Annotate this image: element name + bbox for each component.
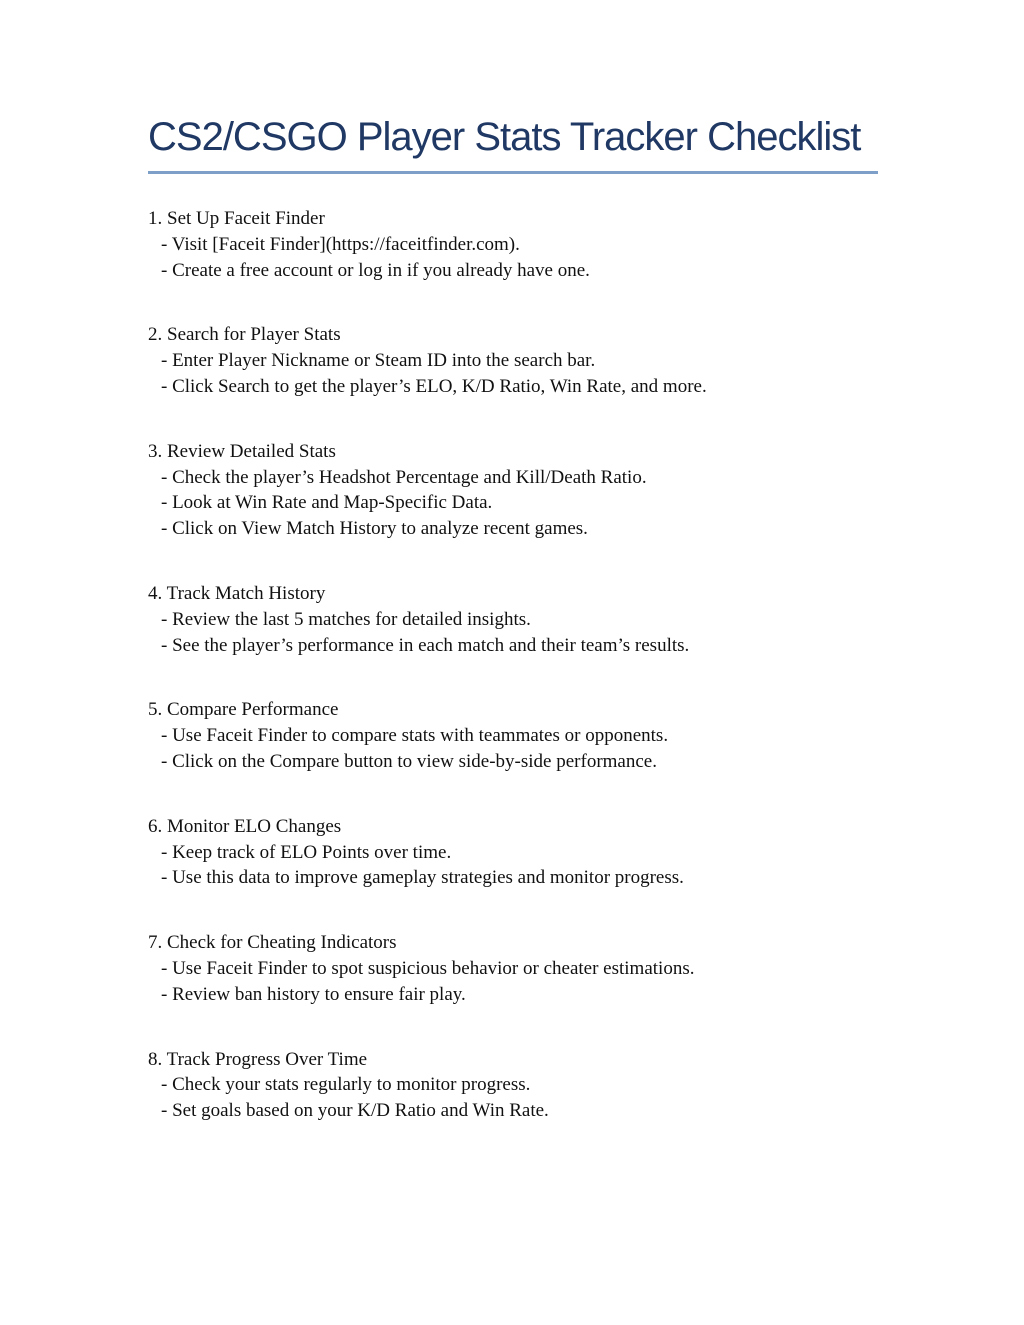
checklist-item: - Look at Win Rate and Map-Specific Data.	[161, 492, 493, 514]
checklist-item: - Click on View Match History to analyze recent games.	[161, 518, 588, 540]
section-heading: 3. Review Detailed Stats	[148, 440, 336, 462]
checklist-item: - Visit [Faceit Finder](https://faceitfinder.com).	[161, 233, 520, 255]
document-title: CS2/CSGO Player Stats Tracker Checklist	[148, 112, 878, 174]
checklist-item: - Click Search to get the player’s ELO, K/D Ratio, Win Rate, and more.	[161, 375, 707, 397]
checklist-item: - Enter Player Nickname or Steam ID into the search bar.	[161, 350, 596, 372]
section-heading: 1. Set Up Faceit Finder	[148, 208, 325, 229]
checklist-item: - Click on the Compare button to view side-by-side performance.	[161, 750, 657, 772]
section-items	[148, 1072, 878, 1124]
section-heading: 6. Monitor ELO Changes	[148, 815, 342, 837]
section-items	[148, 465, 878, 542]
section-heading: 7. Check for Cheating Indicators	[148, 932, 397, 954]
checklist-item: - Create a free account or log in if you already have one.	[161, 259, 590, 281]
section-3	[148, 439, 878, 542]
section-items	[148, 840, 878, 892]
section-heading: 8. Track Progress Over Time	[148, 1048, 368, 1070]
section-items	[148, 348, 878, 400]
checklist-item: - Review the last 5 matches for detailed insights.	[161, 608, 531, 630]
checklist-item: - Review ban history to ensure fair play.	[161, 983, 466, 1005]
section-heading: 2. Search for Player Stats	[148, 324, 341, 346]
section-5	[148, 697, 878, 774]
checklist-item: - Use Faceit Finder to spot suspicious behavior or cheater estimations.	[161, 957, 695, 979]
section-6	[148, 814, 878, 891]
checklist-item: - See the player’s performance in each match and their team’s results.	[161, 634, 690, 656]
checklist-item: - Use Faceit Finder to compare stats with teammates or opponents.	[161, 725, 669, 747]
section-7	[148, 930, 878, 1007]
section-8	[148, 1047, 878, 1124]
section-items	[148, 956, 878, 1008]
section-heading: 5. Compare Performance	[148, 699, 339, 721]
section-items	[148, 723, 878, 775]
checklist-item: - Check the player’s Headshot Percentage and Kill/Death Ratio.	[161, 466, 647, 488]
section-2	[148, 322, 878, 399]
section-heading: 4. Track Match History	[148, 582, 326, 604]
document-body	[148, 206, 878, 1124]
section-1	[148, 206, 878, 283]
checklist-item: - Use this data to improve gameplay strategies and monitor progress.	[161, 867, 684, 889]
section-4	[148, 581, 878, 658]
checklist-item: - Check your stats regularly to monitor progress.	[161, 1074, 531, 1096]
section-items	[148, 607, 878, 659]
section-items	[148, 232, 878, 284]
checklist-item: - Keep track of ELO Points over time.	[161, 841, 452, 863]
checklist-item: - Set goals based on your K/D Ratio and Win Rate.	[161, 1100, 549, 1122]
